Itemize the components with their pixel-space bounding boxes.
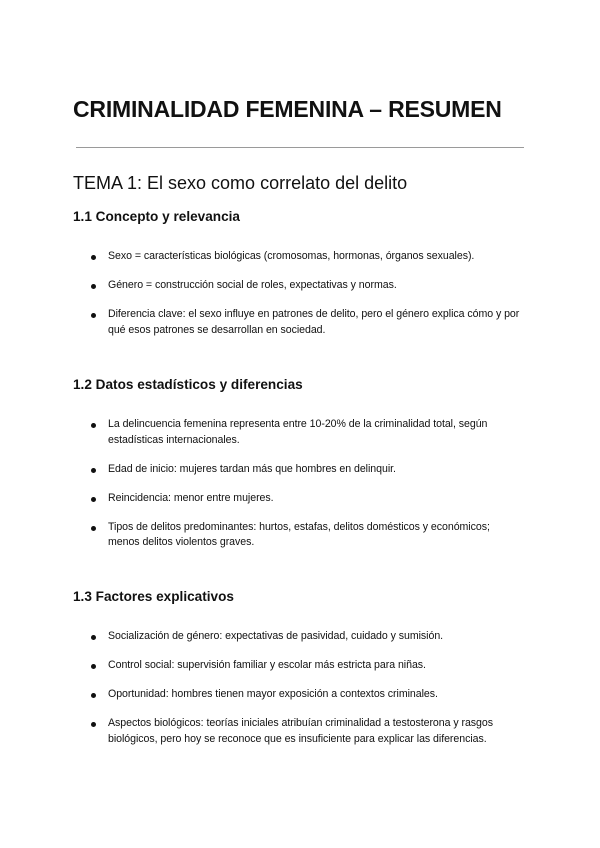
- bullet-icon: [91, 468, 96, 473]
- title-divider: [76, 147, 524, 148]
- bullet-icon: [91, 526, 96, 531]
- bullet-icon: [91, 423, 96, 428]
- list-item-text: Tipos de delitos predominantes: hurtos, estafas, delitos domésticos y económicos; menos delitos violentos graves.: [108, 520, 490, 548]
- list-item: [0, 307, 524, 338]
- bullet-icon: [91, 664, 96, 669]
- bullet-list-1-2: [0, 417, 600, 564]
- list-item-text: Reincidencia: menor entre mujeres.: [108, 491, 274, 504]
- list-item: [0, 629, 524, 645]
- bullet-icon: [91, 693, 96, 698]
- list-item-text: Género = construcción social de roles, expectativas y normas.: [108, 279, 397, 291]
- list-item: [0, 520, 524, 551]
- bullet-icon: [91, 635, 96, 640]
- list-item-text: Oportunidad: hombres tienen mayor exposición a contextos criminales.: [108, 688, 438, 700]
- list-item-text: La delincuencia femenina representa entre 10-20% de la criminalidad total, según estadísticas internacionales.: [108, 418, 488, 446]
- list-item: [0, 491, 524, 507]
- bullet-list-1-3: [0, 629, 600, 761]
- bullet-icon: [91, 722, 96, 727]
- list-item-text: Diferencia clave: el sexo influye en patrones de delito, pero el género explica cómo y por qué esos patrones se desarrollan en sociedad.: [108, 308, 520, 336]
- list-item-text: Aspectos biológicos: teorías iniciales atribuían criminalidad a testosterona y rasgos biológicos, pero hoy se reconoce que es insuficiente para explicar las diferencias.: [108, 717, 493, 745]
- bullet-icon: [91, 284, 96, 289]
- list-item-text: Edad de inicio: mujeres tardan más que hombres en delinquir.: [108, 462, 396, 475]
- document-title: CRIMINALIDAD FEMENINA – RESUMEN: [73, 96, 502, 122]
- list-item: [0, 658, 524, 674]
- list-item: [0, 716, 524, 747]
- list-item: [0, 278, 524, 294]
- list-item: [0, 462, 524, 478]
- list-item-text: Socialización de género: expectativas de pasividad, cuidado y sumisión.: [108, 630, 444, 642]
- bullet-icon: [91, 497, 96, 502]
- list-item-text: Sexo = características biológicas (cromosomas, hormonas, órganos sexuales).: [108, 250, 475, 262]
- list-item-text: Control social: supervisión familiar y escolar más estricta para niñas.: [108, 659, 426, 671]
- list-item: [0, 687, 524, 703]
- list-item: [0, 417, 524, 448]
- section-heading-1-2: 1.2 Datos estadísticos y diferencias: [73, 377, 303, 392]
- list-item: [0, 249, 524, 265]
- bullet-list-1-1: [0, 249, 600, 352]
- section-heading-1-1: 1.1 Concepto y relevancia: [73, 209, 240, 224]
- bullet-icon: [91, 255, 96, 260]
- bullet-icon: [91, 313, 96, 318]
- tema-heading: TEMA 1: El sexo como correlato del delito: [73, 173, 408, 193]
- section-heading-1-3: 1.3 Factores explicativos: [73, 589, 234, 604]
